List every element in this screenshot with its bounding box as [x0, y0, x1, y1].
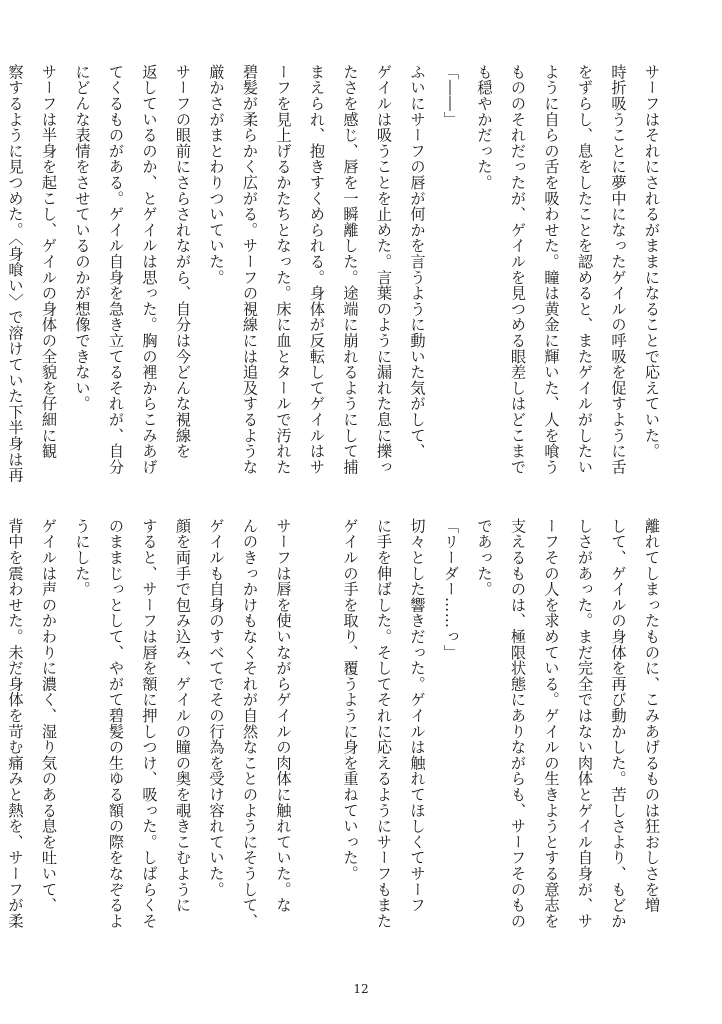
text-column: ふいにサーフの唇が何かを言うように動いた気がして、	[408, 64, 427, 459]
text-column: をずらし、息をしたことを認めると、またゲイルがしたい	[576, 64, 594, 475]
text-column: まえられ、抱きすくめられる。身体が反転してゲイルはサ	[308, 64, 326, 475]
text-column: サーフは唇を使いながらゲイルの肉体に触れていた。な	[274, 518, 293, 913]
text-column: 離れてしまったものに、こみあげるものは狂おしさを増	[643, 518, 661, 913]
lower-text-block	[6, 518, 668, 960]
text-column: のままじっとして、やがて碧髪の生ゆる額の際をなぞるよ	[107, 518, 125, 929]
text-column: 切々とした響きだった。ゲイルは触れてほしくてサーフ	[408, 518, 427, 913]
text-column: ゲイルは吸うことを止めた。言葉のように漏れた息に擽っ	[375, 64, 393, 475]
text-column: サーフの眼前にさらされながら、自分は今どんな視線を	[174, 64, 192, 459]
section-break	[300, 518, 334, 960]
text-column: もののそれだったが、ゲイルを見つめる眼差しはどこまで	[509, 64, 527, 475]
text-column: 察するように見つめた。〈身喰い〉で溶けていた下半身は再	[6, 64, 25, 483]
text-column: ゲイルは声のかわりに濃く、湿り気のある息を吐いて、	[40, 518, 58, 913]
text-column: 時折吸うことに夢中になったゲイルの呼吸を促すように舌	[609, 64, 628, 475]
text-column: んのきっかけもなくそれが自然なことのようにそうして、	[241, 518, 259, 929]
upper-text-block	[6, 64, 668, 508]
text-column: ゲイルの手を取り、覆うように身を重ねていった。	[341, 518, 360, 882]
text-column: すると、サーフは唇を額に押しつけ、吸った。しばらくそ	[140, 518, 159, 929]
text-column: であった。	[475, 518, 494, 597]
text-column: も穏やかだった。	[475, 64, 494, 191]
text-column: に手を伸ばした。そしてそれに応えるようにサーフもまた	[375, 518, 393, 929]
text-column: しさがあった。まだ完全ではない肉体とゲイル自身が、サ	[576, 518, 594, 929]
page-number: 12	[353, 982, 369, 996]
text-column: 返しているのか、とゲイルは思った。胸の裡からこみあげ	[140, 64, 159, 475]
text-column: サーフはそれにされるがままになることで応えていた。	[643, 64, 661, 459]
text-column: 「リーダー……っ」	[442, 518, 460, 661]
text-column: 碧髪が柔らかく広がる。サーフの視線には追及するような	[241, 64, 259, 475]
text-column: 顔を両手で包み込み、ゲイルの瞳の奥を覗きこむように	[174, 518, 192, 913]
text-column: てくるものがある。ゲイル自身を急き立てるそれが、自分	[107, 64, 125, 475]
text-column: ーフを見上げるかたちとなった。床に血とタールで汚れた	[274, 64, 293, 475]
text-column: 「――」	[442, 64, 460, 128]
text-column: うにした。	[73, 518, 92, 597]
text-column: サーフは半身を起こし、ゲイルの身体の全貌を仔細に観	[40, 64, 58, 459]
text-column: ゲイルも自身のすべてでその行為を受け容れていた。	[207, 518, 226, 898]
text-column: 厳かさがまとわりついていた。	[207, 64, 226, 286]
text-column: 支えるものは、極限状態にありながらも、サーフそのもの	[509, 518, 527, 929]
text-column: して、ゲイルの身体を再び動かした。苦しさより、もどか	[609, 518, 628, 929]
text-column: たさを感じ、唇を一瞬離した。途端に崩れるようにして捕	[341, 64, 360, 475]
text-column: 背中を震わせた。未だ身体を苛む痛みと熱を、サーフが柔	[6, 518, 25, 929]
text-column: ように自らの舌を吸わせた。瞳は黄金に輝いた、人を喰う	[542, 64, 561, 475]
text-column: にどんな表情をさせているのかが想像できない。	[73, 64, 92, 412]
text-column: ーフその人を求めている。ゲイルの生きようとする意志を	[542, 518, 561, 929]
